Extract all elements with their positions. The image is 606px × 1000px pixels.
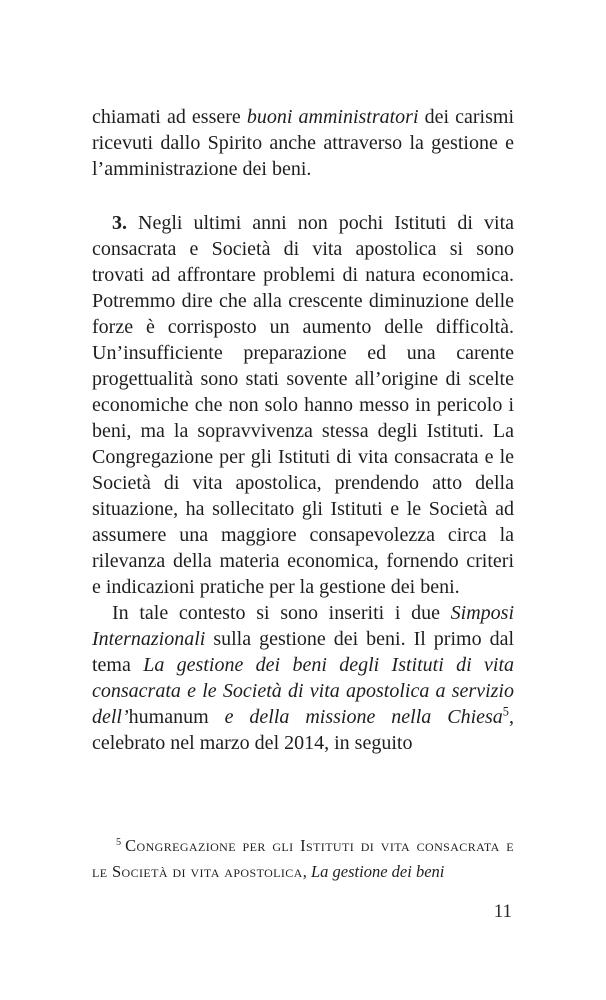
text-run: sulla gestione dei beni. Il primo dal tema: [92, 628, 514, 676]
footnote-marker: 5: [116, 836, 122, 848]
paragraph-continuation: [92, 104, 514, 182]
text-run: In tale contesto si sono inseriti i due: [112, 602, 451, 624]
text-run: Negli ultimi anni non pochi Istituti di vita consacrata e Società di vita apostolica si sono trovati ad affrontare problemi di natura economica. Potremmo dire che alla crescente diminuzione delle forze è corrisposto un aumento delle difficoltà. Un’insufficiente preparazione ed una carente progettualità sono stati sovente all’origine di scelte economiche che non solo hanno messo in pericolo i beni, ma la sopravvivenza stessa degli Istituti. La Congregazione per gli Istituti di vita consacrata e le Società di vita apostolica, prendendo atto della situazione, ha sollecitato gli Istituti e le Società ad assumere una maggiore consapevolezza circa la rilevanza della materia economica, fornendo criteri e indicazioni pratiche per la gestione dei beni.: [92, 212, 514, 598]
text-run: dei carismi ricevuti dallo Spirito anche attraverso la gestione e l’amministrazione dei beni.: [92, 106, 515, 180]
text-run-italic: La gestione dei beni degli Istituti di vita consacrata e le Società di vita apostolica a servizio dell’: [92, 654, 515, 728]
footnote-text: ,: [302, 862, 311, 881]
page-number: 11: [493, 901, 512, 922]
paragraph-symposia: [92, 600, 514, 756]
text-run: , celebrato nel marzo del 2014, in seguito: [92, 706, 514, 754]
text-run: chiamati ad essere: [92, 106, 247, 128]
page-body: [92, 104, 514, 756]
footnote-reference: 5: [502, 704, 509, 719]
footnote: [92, 833, 514, 885]
text-run-italic: Simposi Internazionali: [92, 602, 514, 650]
text-run-italic: buoni amministratori: [246, 106, 419, 128]
footnote-text-smallcaps: Congregazione per gli Istituti di vita consacrata e le Società di vita apostolica: [92, 836, 514, 881]
paragraph-number: 3.: [112, 212, 127, 234]
footnote-text-italic: La gestione dei beni: [311, 862, 445, 881]
text-run-italic: e della missione nella Chiesa: [208, 706, 503, 728]
text-run: humanum: [128, 706, 209, 728]
paragraph-numbered-3: [92, 210, 514, 600]
